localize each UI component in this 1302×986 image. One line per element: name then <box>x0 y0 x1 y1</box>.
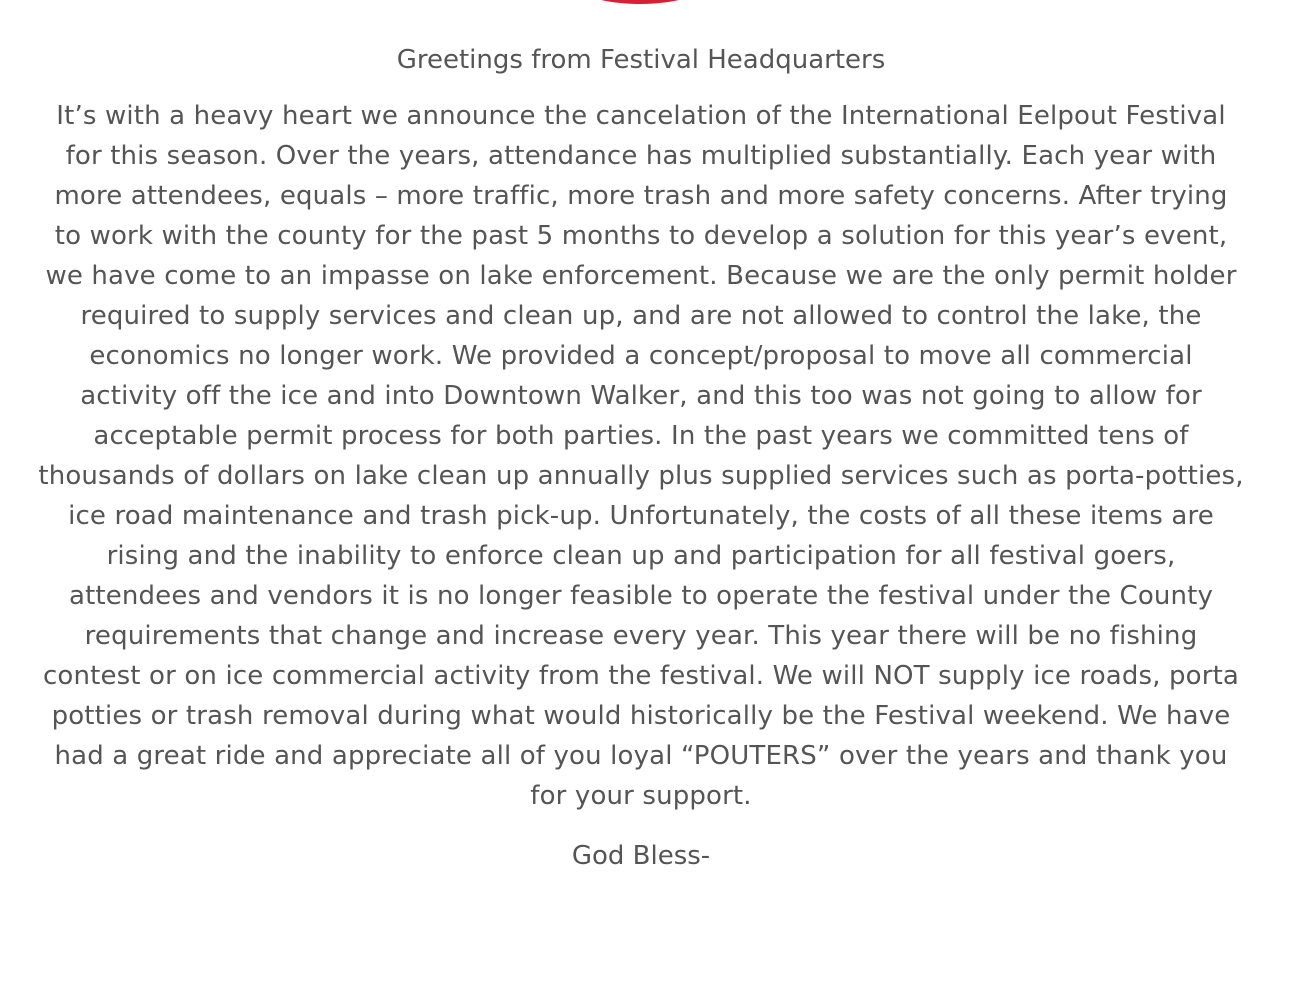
letter-body: It’s with a heavy heart we announce the cancelation of the International Eelpout Festival for this season. Over the years, attendance has multiplied substantially. Each year with more attendees, equals – more traffic, more trash and more safety concerns. After trying to work with the county for the past 5 months to develop a solution for this year’s event, we have come to an impasse on lake enforcement. Because we are the only permit holder required to supply services and clean up, and are not allowed to control the lake, the economics no longer work. We provided a concept/proposal to move all commercial activity off the ice and into Downtown Walker, and this too was not going to allow for acceptable permit process for both parties. In the past years we committed tens of thousands of dollars on lake clean up annually plus supplied services such as porta-potties, ice road maintenance and trash pick-up. Unfortunately, the costs of all these items are rising and the inability to enforce clean up and participation for all festival goers, attendees and vendors it is no longer feasible to operate the festival under the County requirements that change and increase every year. This year there will be no fishing contest or on ice commercial activity from the festival. We will NOT supply ice roads, porta potties or trash removal during what would historically be the Festival weekend. We have had a great ride and appreciate all of you loyal “POUTERS” over the years and thank you for your support. <box>38 101 1244 811</box>
announcement-letter <box>38 40 1244 876</box>
letter-closing: God Bless- <box>571 841 711 871</box>
letter-greeting: Greetings from Festival Headquarters <box>396 45 886 75</box>
decorative-red-arc <box>560 0 720 4</box>
